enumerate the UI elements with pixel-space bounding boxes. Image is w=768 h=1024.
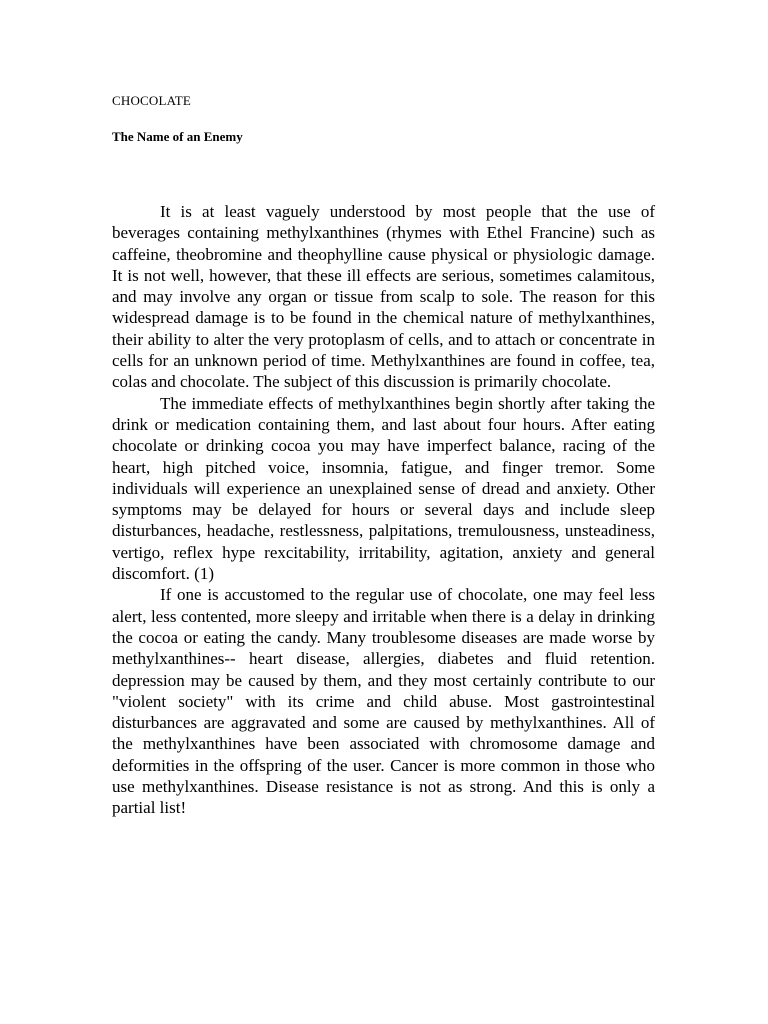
document-subtitle: The Name of an Enemy: [112, 129, 243, 144]
document-title: CHOCOLATE: [112, 93, 192, 108]
paragraph: It is at least vaguely understood by most people that the use of beverages containing methylxanthines (rhymes with Ethel Francine) such as caffeine, theobromine and theophylline cause physical or physiologic damage. It is not well, however, that these ill effects are serious, sometimes calamitous, and may involve any organ or tissue from scalp to sole. The reason for this widespread damage is to be found in the chemical nature of methylxanthines, their ability to alter the very protoplasm of cells, and to attach or concentrate in cells for an unknown period of time. Methylxanthines are found in coffee, tea, colas and chocolate. The subject of this discussion is primarily chocolate.: [112, 202, 655, 392]
paragraph: If one is accustomed to the regular use of chocolate, one may feel less alert, less contented, more sleepy and irritable when there is a delay in drinking the cocoa or eating the candy. Many troublesome diseases are made worse by methylxanthines-- heart disease, allergies, diabetes and fluid retention. depression may be caused by them, and they most certainly contribute to our "violent society" with its crime and child abuse. Most gastrointestinal disturbances are aggravated and some are caused by methylxanthines. All of the methylxanthines have been associated with chromosome damage and deformities in the offspring of the user. Cancer is more common in those who use methylxanthines. Disease resistance is not as strong. And this is only a partial list!: [112, 585, 655, 818]
document-body: [112, 201, 655, 819]
paragraph: The immediate effects of methylxanthines begin shortly after taking the drink or medication containing them, and last about four hours. After eating chocolate or drinking cocoa you may have imperfect balance, racing of the heart, high pitched voice, insomnia, fatigue, and finger tremor. Some individuals will experience an unexplained sense of dread and anxiety. Other symptoms may be delayed for hours or several days and include sleep disturbances, headache, restlessness, palpitations, tremulousness, unsteadiness, vertigo, reflex hype rexcitability, irritability, agitation, anxiety and general discomfort. (1): [112, 393, 655, 584]
